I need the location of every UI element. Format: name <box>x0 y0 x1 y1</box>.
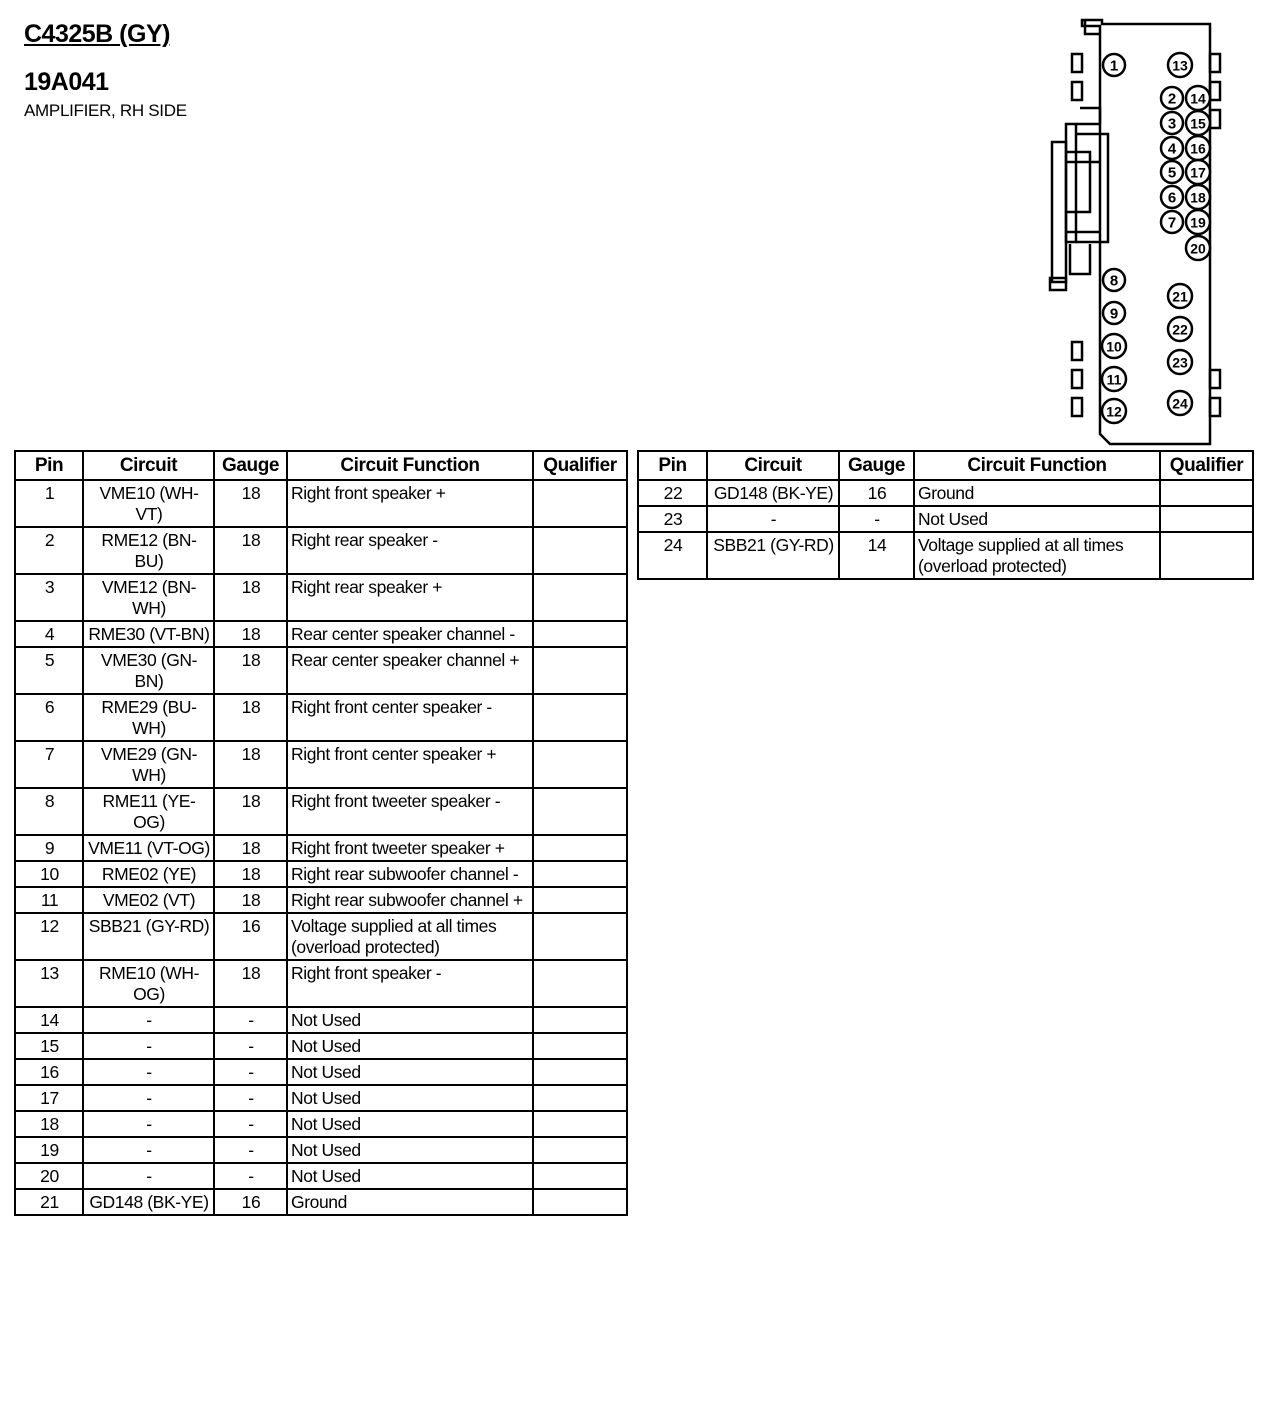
gauge-cell: - <box>214 1059 287 1085</box>
circuit-function-cell: Right rear subwoofer channel + <box>287 887 533 913</box>
connector-pin-8 <box>1103 269 1125 291</box>
pin-cell: 14 <box>15 1007 83 1033</box>
connector-pin-5 <box>1161 161 1183 183</box>
table-row <box>15 861 627 887</box>
connector-pin-label: 6 <box>1167 189 1177 207</box>
qualifier-cell <box>533 1189 627 1215</box>
circuit-cell: VME30 (GN-BN) <box>83 647 214 694</box>
column-header-circuit-function: Circuit Function <box>287 451 533 480</box>
pin-cell: 17 <box>15 1085 83 1111</box>
circuit-function-cell: Rear center speaker channel - <box>287 621 533 647</box>
pin-table-left <box>14 450 628 1216</box>
circuit-function-cell: Voltage supplied at all times (overload protected) <box>287 913 533 960</box>
connector-pin-13 <box>1168 53 1192 77</box>
connector-pin-label: 23 <box>1172 354 1188 371</box>
pin-cell: 18 <box>15 1111 83 1137</box>
pin-cell: 5 <box>15 647 83 694</box>
table-row <box>15 694 627 741</box>
table-row <box>15 741 627 788</box>
connector-pin-label: 3 <box>1167 115 1177 133</box>
gauge-cell: 18 <box>214 480 287 527</box>
connector-pin-12 <box>1102 399 1126 423</box>
table-row <box>15 647 627 694</box>
circuit-function-cell: Right front center speaker + <box>287 741 533 788</box>
column-header-gauge: Gauge <box>839 451 914 480</box>
gauge-cell: - <box>214 1033 287 1059</box>
connector-pin-label: 16 <box>1190 140 1206 157</box>
connector-pin-label: 24 <box>1172 395 1188 412</box>
qualifier-cell <box>533 1137 627 1163</box>
qualifier-cell <box>533 647 627 694</box>
connector-pin-24 <box>1168 391 1192 415</box>
pin-cell: 13 <box>15 960 83 1007</box>
pin-cell: 7 <box>15 741 83 788</box>
circuit-function-cell: Right rear speaker + <box>287 574 533 621</box>
table-row <box>15 480 627 527</box>
connector-pin-15 <box>1186 111 1210 135</box>
column-header-pin: Pin <box>638 451 707 480</box>
table-row <box>15 835 627 861</box>
table-row <box>15 1137 627 1163</box>
table-row <box>638 532 1253 579</box>
circuit-cell: VME02 (VT) <box>83 887 214 913</box>
circuit-cell: - <box>83 1059 214 1085</box>
connector-pin-19 <box>1186 210 1210 234</box>
connector-pin-label: 14 <box>1190 90 1206 107</box>
pin-cell: 10 <box>15 861 83 887</box>
pin-cell: 4 <box>15 621 83 647</box>
gauge-cell: 16 <box>214 913 287 960</box>
connector-pin-9 <box>1103 302 1125 324</box>
gauge-cell: 18 <box>214 574 287 621</box>
circuit-function-cell: Right rear subwoofer channel - <box>287 861 533 887</box>
pin-cell: 23 <box>638 506 707 532</box>
gauge-cell: 18 <box>214 621 287 647</box>
connector-pin-14 <box>1186 86 1210 110</box>
connector-pin-18 <box>1186 185 1210 209</box>
pin-cell: 16 <box>15 1059 83 1085</box>
circuit-cell: RME10 (WH-OG) <box>83 960 214 1007</box>
gauge-cell: 14 <box>839 532 914 579</box>
circuit-function-cell: Ground <box>914 480 1160 506</box>
pin-cell: 15 <box>15 1033 83 1059</box>
qualifier-cell <box>533 1163 627 1189</box>
connector-pin-17 <box>1186 160 1210 184</box>
table-row <box>15 1189 627 1215</box>
pin-cell: 2 <box>15 527 83 574</box>
connector-pin-7 <box>1161 211 1183 233</box>
table-header-row <box>638 451 1253 480</box>
circuit-cell: RME29 (BU-WH) <box>83 694 214 741</box>
column-header-circuit-function: Circuit Function <box>914 451 1160 480</box>
gauge-cell: - <box>839 506 914 532</box>
circuit-cell: - <box>83 1137 214 1163</box>
connector-pin-label: 22 <box>1172 321 1188 338</box>
circuit-function-cell: Not Used <box>287 1007 533 1033</box>
gauge-cell: 16 <box>214 1189 287 1215</box>
circuit-cell: - <box>83 1163 214 1189</box>
gauge-cell: 18 <box>214 788 287 835</box>
circuit-function-cell: Not Used <box>287 1033 533 1059</box>
table-row <box>638 480 1253 506</box>
connector-pin-label: 4 <box>1167 140 1177 158</box>
table-row <box>15 1033 627 1059</box>
connector-pin-label: 12 <box>1106 403 1122 420</box>
connector-pin-label: 13 <box>1172 57 1188 74</box>
table-row <box>15 527 627 574</box>
pin-cell: 3 <box>15 574 83 621</box>
circuit-cell: - <box>707 506 839 532</box>
connector-pin-10 <box>1102 334 1126 358</box>
pin-cell: 11 <box>15 887 83 913</box>
connector-pin-4 <box>1161 137 1183 159</box>
gauge-cell: 18 <box>214 694 287 741</box>
column-header-circuit: Circuit <box>83 451 214 480</box>
pin-cell: 20 <box>15 1163 83 1189</box>
gauge-cell: 18 <box>214 835 287 861</box>
pin-cell: 12 <box>15 913 83 960</box>
qualifier-cell <box>533 621 627 647</box>
gauge-cell: - <box>214 1111 287 1137</box>
connector-pin-label: 5 <box>1167 164 1177 182</box>
pin-table-right <box>637 450 1254 580</box>
circuit-cell: - <box>83 1111 214 1137</box>
qualifier-cell <box>533 574 627 621</box>
circuit-function-cell: Not Used <box>287 1163 533 1189</box>
circuit-function-cell: Not Used <box>287 1137 533 1163</box>
connector-pin-label: 17 <box>1190 164 1206 181</box>
column-header-pin: Pin <box>15 451 83 480</box>
qualifier-cell <box>1160 480 1253 506</box>
connector-pin-23 <box>1168 350 1192 374</box>
circuit-function-cell: Right front speaker + <box>287 480 533 527</box>
circuit-function-cell: Right rear speaker - <box>287 527 533 574</box>
gauge-cell: - <box>214 1007 287 1033</box>
table-row <box>15 788 627 835</box>
qualifier-cell <box>533 861 627 887</box>
gauge-cell: - <box>214 1163 287 1189</box>
gauge-cell: 18 <box>214 741 287 788</box>
circuit-cell: SBB21 (GY-RD) <box>707 532 839 579</box>
gauge-cell: 18 <box>214 527 287 574</box>
qualifier-cell <box>533 741 627 788</box>
qualifier-cell <box>533 527 627 574</box>
circuit-cell: VME10 (WH-VT) <box>83 480 214 527</box>
pin-cell: 1 <box>15 480 83 527</box>
component-description: AMPLIFIER, RH SIDE <box>24 101 187 120</box>
circuit-cell: RME12 (BN-BU) <box>83 527 214 574</box>
circuit-cell: - <box>83 1085 214 1111</box>
connector-pin-label: 11 <box>1106 371 1122 388</box>
circuit-function-cell: Ground <box>287 1189 533 1215</box>
connector-pin-label: 7 <box>1167 214 1177 232</box>
connector-pin-2 <box>1161 87 1183 109</box>
qualifier-cell <box>533 1111 627 1137</box>
circuit-function-cell: Right front center speaker - <box>287 694 533 741</box>
table-row <box>15 574 627 621</box>
table-row <box>15 913 627 960</box>
qualifier-cell <box>1160 532 1253 579</box>
table-header-row <box>15 451 627 480</box>
circuit-function-cell: Not Used <box>287 1111 533 1137</box>
circuit-cell: RME02 (YE) <box>83 861 214 887</box>
qualifier-cell <box>533 887 627 913</box>
connector-pin-label: 9 <box>1109 305 1119 323</box>
circuit-cell: VME29 (GN-WH) <box>83 741 214 788</box>
circuit-function-cell: Right front tweeter speaker + <box>287 835 533 861</box>
connector-pin-11 <box>1102 367 1126 391</box>
table-row <box>15 887 627 913</box>
circuit-function-cell: Not Used <box>287 1085 533 1111</box>
qualifier-cell <box>533 835 627 861</box>
gauge-cell: - <box>214 1137 287 1163</box>
table-row <box>15 1111 627 1137</box>
pin-cell: 19 <box>15 1137 83 1163</box>
qualifier-cell <box>533 1085 627 1111</box>
column-header-qualifier: Qualifier <box>1160 451 1253 480</box>
qualifier-cell <box>533 480 627 527</box>
circuit-cell: GD148 (BK-YE) <box>707 480 839 506</box>
column-header-gauge: Gauge <box>214 451 287 480</box>
connector-pin-22 <box>1168 317 1192 341</box>
connector-pin-label: 19 <box>1190 214 1206 231</box>
connector-pin-1 <box>1103 54 1125 76</box>
circuit-cell: SBB21 (GY-RD) <box>83 913 214 960</box>
connector-pin-label: 20 <box>1190 240 1206 257</box>
connector-pin-label: 10 <box>1106 338 1122 355</box>
column-header-circuit: Circuit <box>707 451 839 480</box>
qualifier-cell <box>533 1007 627 1033</box>
connector-pin-label: 21 <box>1172 288 1188 305</box>
circuit-function-cell: Right front speaker - <box>287 960 533 1007</box>
connector-pin-16 <box>1186 136 1210 160</box>
qualifier-cell <box>533 694 627 741</box>
connector-pin-3 <box>1161 112 1183 134</box>
connector-pin-6 <box>1161 186 1183 208</box>
table-row <box>15 621 627 647</box>
pin-cell: 24 <box>638 532 707 579</box>
circuit-cell: VME11 (VT-OG) <box>83 835 214 861</box>
qualifier-cell <box>533 788 627 835</box>
circuit-function-cell: Not Used <box>914 506 1160 532</box>
connector-pin-21 <box>1168 284 1192 308</box>
pin-cell: 22 <box>638 480 707 506</box>
connector-pin-label: 1 <box>1109 57 1119 75</box>
connector-pin-label: 8 <box>1109 272 1119 290</box>
table-row <box>15 960 627 1007</box>
circuit-cell: RME11 (YE-OG) <box>83 788 214 835</box>
circuit-cell: - <box>83 1007 214 1033</box>
connector-id-title: C4325B (GY) <box>24 20 170 48</box>
qualifier-cell <box>533 960 627 1007</box>
qualifier-cell <box>533 1059 627 1085</box>
gauge-cell: 18 <box>214 647 287 694</box>
qualifier-cell <box>533 1033 627 1059</box>
table-row <box>15 1163 627 1189</box>
gauge-cell: 18 <box>214 861 287 887</box>
circuit-function-cell: Right front tweeter speaker - <box>287 788 533 835</box>
connector-pin-label: 2 <box>1167 90 1177 108</box>
circuit-cell: GD148 (BK-YE) <box>83 1189 214 1215</box>
gauge-cell: 18 <box>214 887 287 913</box>
table-row <box>15 1085 627 1111</box>
connector-pin-20 <box>1186 236 1210 260</box>
circuit-cell: VME12 (BN-WH) <box>83 574 214 621</box>
circuit-function-cell: Rear center speaker channel + <box>287 647 533 694</box>
circuit-cell: RME30 (VT-BN) <box>83 621 214 647</box>
circuit-cell: - <box>83 1033 214 1059</box>
pin-cell: 9 <box>15 835 83 861</box>
column-header-qualifier: Qualifier <box>533 451 627 480</box>
gauge-cell: 18 <box>214 960 287 1007</box>
connector-pin-label: 18 <box>1190 189 1206 206</box>
gauge-cell: - <box>214 1085 287 1111</box>
circuit-function-cell: Voltage supplied at all times (overload protected) <box>914 532 1160 579</box>
table-row <box>15 1059 627 1085</box>
qualifier-cell <box>1160 506 1253 532</box>
pin-cell: 8 <box>15 788 83 835</box>
circuit-function-cell: Not Used <box>287 1059 533 1085</box>
gauge-cell: 16 <box>839 480 914 506</box>
pin-cell: 6 <box>15 694 83 741</box>
connector-face-diagram <box>1030 12 1262 452</box>
table-row <box>638 506 1253 532</box>
qualifier-cell <box>533 913 627 960</box>
connector-pin-label: 15 <box>1190 115 1206 132</box>
pin-cell: 21 <box>15 1189 83 1215</box>
table-row <box>15 1007 627 1033</box>
part-number: 19A041 <box>24 68 109 96</box>
